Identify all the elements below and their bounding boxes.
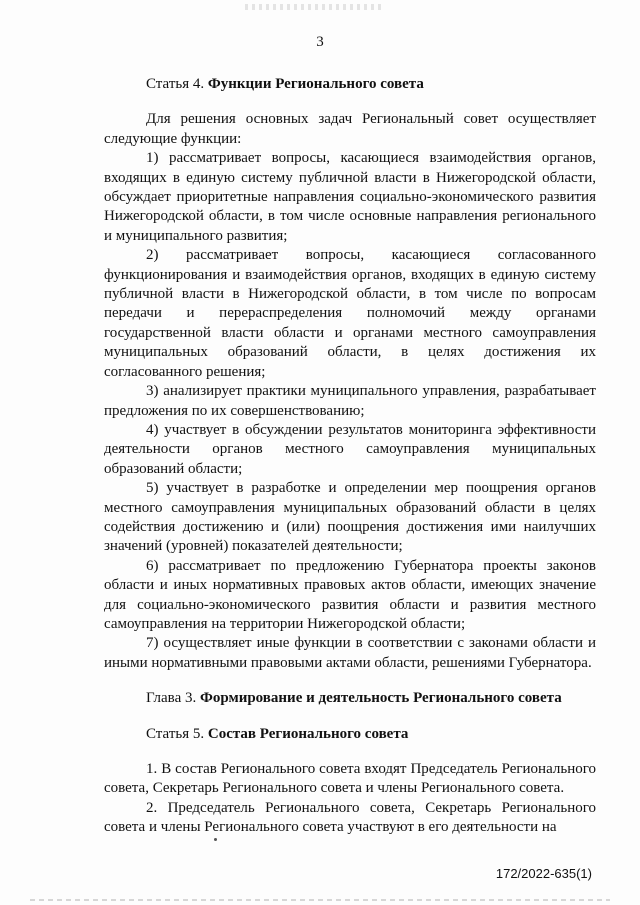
document-body xyxy=(104,75,596,838)
article-4-item-2: 2) рассматривает вопросы, касающиеся согласованного функционирования и взаимодействия органов, входящих в единую систему публичной власти в Нижегородской области, в том числе по вопросам передачи и перераспределения полномочий между органами государственной власти области и органами местного самоуправления муниципальных образований области, в целях достижения их согласованного решения; xyxy=(104,247,596,380)
article-5-item-1: 1. В состав Регионального совета входят Председатель Регионального совета, Секретарь Регионального совета и члены Регионального совета. xyxy=(104,761,596,797)
article-4-item-6: 6) рассматривает по предложению Губернатора проекты законов области и иных нормативных правовых актов области, имеющих значение для социально-экономического развития области и развития местного самоуправления на территории Нижегородской области; xyxy=(104,557,596,632)
chapter-3-heading xyxy=(104,689,596,708)
scan-artifact-top xyxy=(245,4,385,10)
article-4-item-7: 7) осуществляет иные функции в соответствии с законами области и иными нормативными правовыми актами области, решениями Губернатора. xyxy=(104,635,596,671)
article-4-item-3: 3) анализирует практики муниципального управления, разрабатывает предложения по их совершенствованию; xyxy=(104,383,596,419)
scan-speck xyxy=(214,838,217,841)
article-4-prefix: Статья 4. xyxy=(146,76,208,92)
article-4-title: Функции Регионального совета xyxy=(207,76,424,92)
article-5-heading xyxy=(104,725,596,744)
article-5-item-2: 2. Председатель Регионального совета, Секретарь Регионального совета и члены Регионального совета участвуют в его деятельности на xyxy=(104,799,596,836)
article-5-prefix: Статья 5. xyxy=(146,725,208,742)
article-4-item-1: 1) рассматривает вопросы, касающиеся взаимодействия органов, входящих в единую систему публичной власти в Нижегородской области, обсуждает приоритетные направления социально-экономического развития Нижегородской области, в том числе основные направления регионального и муниципального развития; xyxy=(104,150,596,244)
article-5-title: Состав Регионального совета xyxy=(207,725,409,742)
document-registration-code: 172/2022-635(1) xyxy=(495,866,592,881)
article-4-item-5: 5) участвует в разработке и определении мер поощрения органов местного самоуправления муниципальных образований области в целях содействия достижению и (или) поощрения достижения ими наилучших значений (уровней) показателей деятельности; xyxy=(104,480,596,555)
article-4-heading xyxy=(104,75,596,94)
page-number: 3 xyxy=(316,34,324,50)
article-4-item-4: 4) участвует в обсуждении результатов мониторинга эффективности деятельности органов местного самоуправления муниципальных образований области; xyxy=(104,421,596,477)
scan-artifact-bottom xyxy=(30,899,610,901)
chapter-3-title: Формирование и деятельность Регионального совета xyxy=(199,690,562,707)
article-4-intro: Для решения основных задач Региональный совет осуществляет следующие функции: xyxy=(104,111,596,147)
chapter-3-prefix: Глава 3. xyxy=(146,690,200,707)
